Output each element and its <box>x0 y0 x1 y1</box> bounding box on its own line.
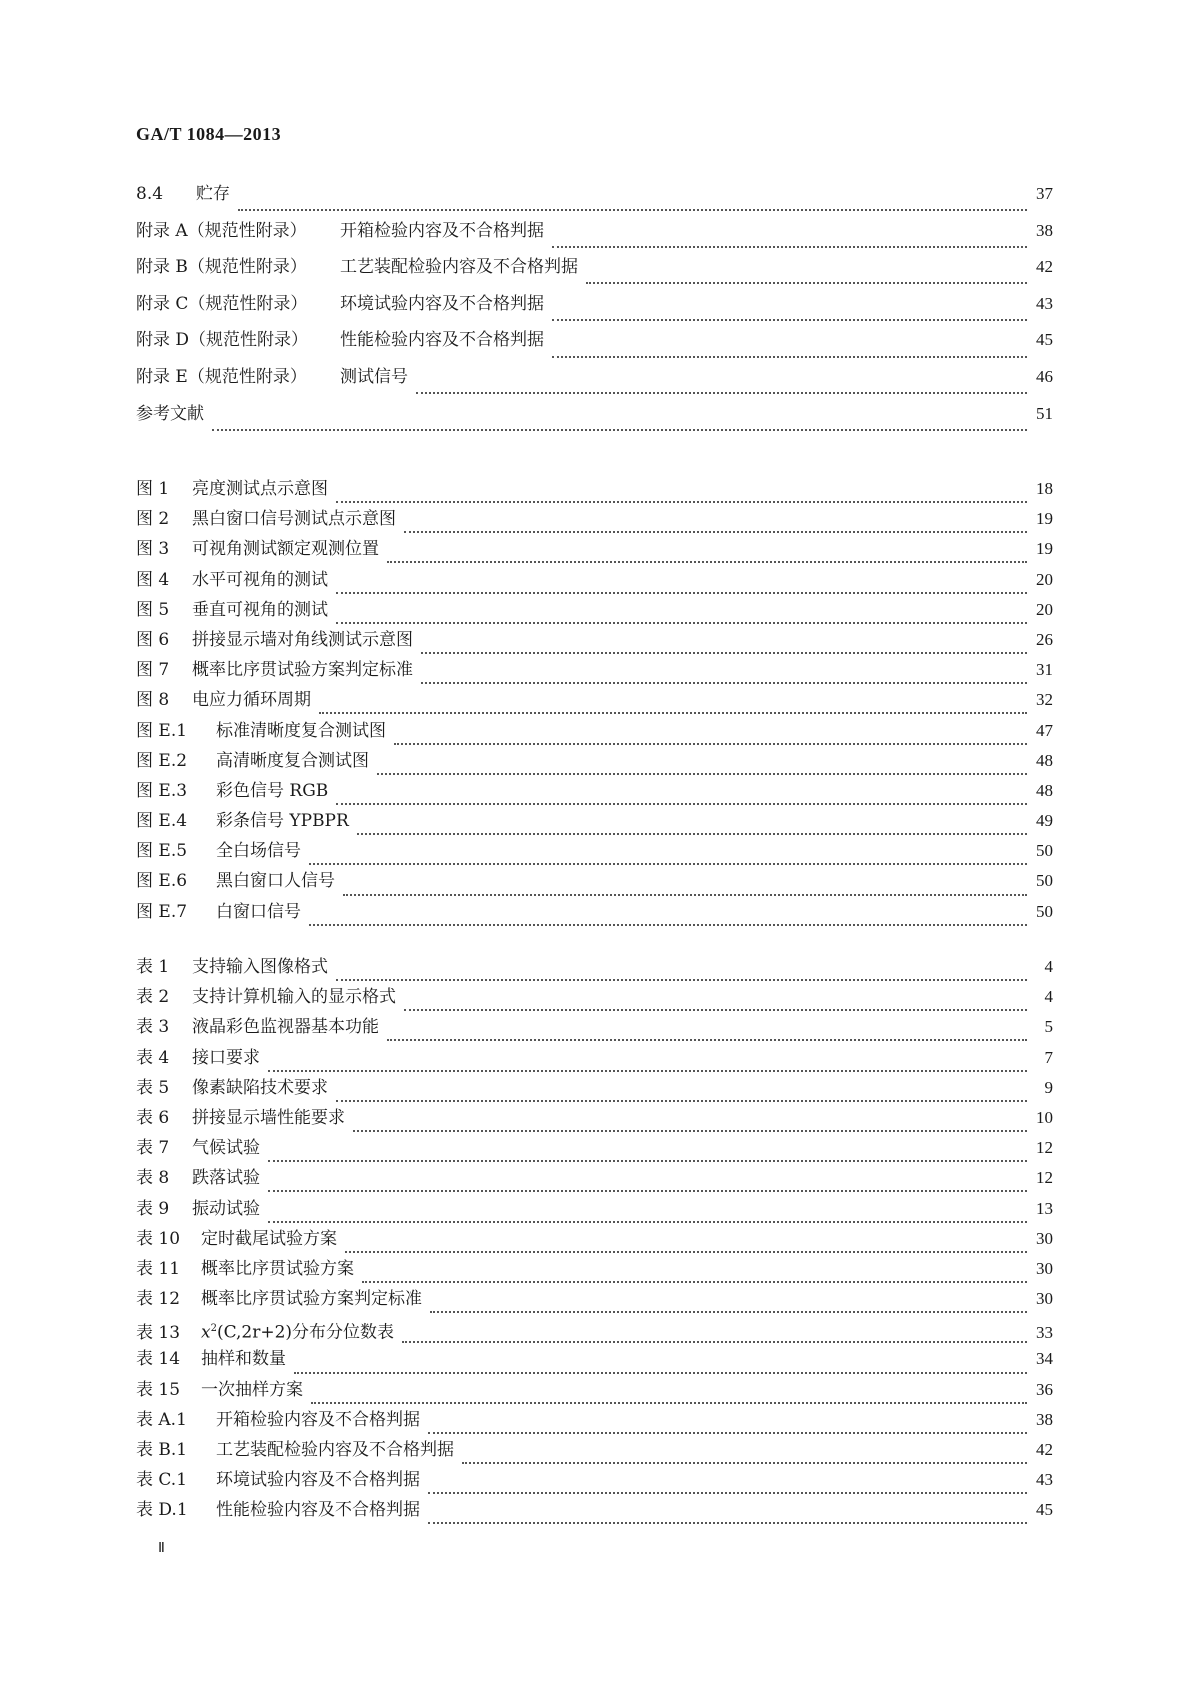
table-entry[interactable] <box>136 1440 1053 1470</box>
entry-title: 一次抽样方案 <box>201 1379 303 1400</box>
entry-page: 48 <box>1036 750 1053 770</box>
entry-title: 测试信号 <box>340 366 408 387</box>
entry-page: 20 <box>1036 569 1053 589</box>
entry-page: 48 <box>1036 780 1053 800</box>
toc-entry[interactable] <box>136 330 1053 367</box>
entry-page: 32 <box>1036 690 1053 710</box>
entry-number: 图 7 <box>136 660 170 681</box>
entry-number: 8.4 <box>136 184 164 204</box>
entry-title: 彩条信号 YPBPR <box>216 811 349 832</box>
dot-leader <box>336 489 1027 503</box>
figure-entry[interactable] <box>136 660 1053 690</box>
entry-number: 附录 E（规范性附录） <box>136 366 307 387</box>
entry-title: 开箱检验内容及不合格判据 <box>340 220 544 241</box>
entry-title: 定时截尾试验方案 <box>201 1228 337 1249</box>
entry-page: 4 <box>1044 957 1053 976</box>
figure-entry[interactable] <box>136 509 1053 539</box>
dot-leader <box>336 580 1027 594</box>
entry-number: 表 5 <box>136 1077 170 1098</box>
dot-leader <box>345 1239 1027 1253</box>
figure-entry[interactable] <box>136 781 1053 811</box>
entry-title: 贮存 <box>196 184 230 204</box>
table-entry[interactable] <box>136 1048 1053 1078</box>
entry-title: 支持计算机输入的显示格式 <box>192 987 396 1008</box>
entry-number: 表 D.1 <box>136 1500 188 1521</box>
figure-entry[interactable] <box>136 570 1053 600</box>
entry-title: 水平可视角的测试 <box>192 569 328 590</box>
entry-page: 19 <box>1036 539 1053 559</box>
dot-leader <box>416 380 1027 394</box>
dot-leader <box>421 670 1027 684</box>
entry-number: 附录 A（规范性附录） <box>136 220 307 241</box>
entry-title: 接口要求 <box>192 1047 260 1068</box>
dot-leader <box>404 997 1027 1011</box>
entry-number: 表 3 <box>136 1017 170 1038</box>
table-entry[interactable] <box>136 1500 1053 1530</box>
toc-tables-section <box>136 957 1053 1531</box>
dot-leader <box>294 1360 1027 1374</box>
entry-number: 图 E.5 <box>136 841 188 862</box>
dot-leader <box>428 1420 1027 1434</box>
entry-title: 性能检验内容及不合格判据 <box>340 330 544 351</box>
entry-page: 26 <box>1036 629 1053 649</box>
entry-page: 13 <box>1036 1198 1053 1218</box>
dot-leader <box>343 882 1027 896</box>
entry-page: 12 <box>1036 1138 1053 1158</box>
entry-title: 工艺装配检验内容及不合格判据 <box>340 257 578 278</box>
entry-number: 图 3 <box>136 539 170 560</box>
dot-leader <box>387 1027 1027 1041</box>
entry-number: 图 E.2 <box>136 750 188 771</box>
entry-number: 表 4 <box>136 1047 170 1068</box>
entry-page: 30 <box>1036 1228 1053 1248</box>
entry-title: 标准清晰度复合测试图 <box>216 720 386 741</box>
dot-leader <box>357 821 1027 835</box>
entry-page: 43 <box>1036 1470 1053 1490</box>
dot-leader <box>552 307 1027 321</box>
figure-entry[interactable] <box>136 871 1053 901</box>
entry-title: 性能检验内容及不合格判据 <box>216 1500 420 1521</box>
entry-page: 45 <box>1036 330 1053 350</box>
dot-leader <box>268 1178 1027 1192</box>
toc-figures-section <box>136 479 1053 932</box>
table-entry[interactable] <box>136 1078 1053 1108</box>
figure-entry[interactable] <box>136 479 1053 509</box>
entry-page: 18 <box>1036 479 1053 498</box>
toc-entry[interactable] <box>136 294 1053 331</box>
figure-entry[interactable] <box>136 690 1053 720</box>
entry-number: 图 6 <box>136 629 170 650</box>
table-entry[interactable] <box>136 987 1053 1017</box>
dot-leader <box>377 761 1027 775</box>
figure-entry[interactable] <box>136 539 1053 569</box>
entry-title: 可视角测试额定观测位置 <box>192 539 379 560</box>
table-entry[interactable] <box>136 1349 1053 1379</box>
dot-leader <box>336 791 1027 805</box>
entry-page: 30 <box>1036 1258 1053 1278</box>
table-entry[interactable] <box>136 1470 1053 1500</box>
dot-leader <box>462 1450 1027 1464</box>
toc-entry[interactable] <box>136 367 1053 404</box>
entry-number: 图 E.7 <box>136 901 188 922</box>
table-entry[interactable] <box>136 1108 1053 1138</box>
page-number: Ⅱ <box>158 1541 165 1556</box>
dot-leader <box>212 417 1027 431</box>
figure-entry[interactable] <box>136 751 1053 781</box>
entry-title: 工艺装配检验内容及不合格判据 <box>216 1440 454 1460</box>
entry-title: 亮度测试点示意图 <box>192 479 328 499</box>
figure-entry[interactable] <box>136 841 1053 871</box>
dot-leader <box>421 640 1027 654</box>
entry-page: 7 <box>1044 1047 1053 1067</box>
entry-number: 表 10 <box>136 1228 181 1249</box>
entry-number: 表 14 <box>136 1349 181 1370</box>
entry-title-text: (C,2r+2)分布分位数表 <box>216 1322 395 1343</box>
entry-number: 图 E.3 <box>136 780 188 801</box>
entry-title <box>201 1319 394 1343</box>
entry-number: 附录 D（规范性附录） <box>136 330 309 351</box>
dot-leader <box>319 700 1027 714</box>
entry-title: 彩色信号 RGB <box>216 780 329 801</box>
entry-page: 38 <box>1036 220 1053 240</box>
dot-leader <box>353 1118 1027 1132</box>
superscript: 2 <box>210 1323 217 1335</box>
entry-title: 黑白窗口人信号 <box>216 871 335 892</box>
entry-title: 支持输入图像格式 <box>192 957 328 977</box>
entry-page: 30 <box>1036 1289 1053 1309</box>
entry-number: 表 6 <box>136 1107 170 1128</box>
entry-number: 表 15 <box>136 1379 181 1400</box>
entry-number: 图 E.1 <box>136 720 188 741</box>
entry-title: 振动试验 <box>192 1198 260 1219</box>
entry-page: 33 <box>1036 1322 1053 1342</box>
chi-symbol: x <box>201 1322 211 1343</box>
table-entry[interactable] <box>136 957 1053 987</box>
entry-page: 31 <box>1036 660 1053 680</box>
entry-title: 像素缺陷技术要求 <box>192 1077 328 1098</box>
entry-page: 49 <box>1036 811 1053 831</box>
table-entry[interactable] <box>136 1289 1053 1319</box>
table-entry[interactable] <box>136 1319 1053 1349</box>
dot-leader <box>362 1269 1027 1283</box>
entry-page: 9 <box>1044 1077 1053 1097</box>
entry-page: 42 <box>1036 1440 1053 1459</box>
figure-entry[interactable] <box>136 721 1053 751</box>
entry-page: 46 <box>1036 366 1053 386</box>
figure-entry[interactable] <box>136 811 1053 841</box>
table-entry[interactable] <box>136 1380 1053 1410</box>
entry-number: 图 5 <box>136 599 170 620</box>
entry-number: 附录 C（规范性附录） <box>136 293 308 314</box>
entry-number: 表 8 <box>136 1168 170 1189</box>
dot-leader <box>430 1299 1027 1313</box>
entry-number: 图 8 <box>136 690 170 711</box>
entry-number: 表 9 <box>136 1198 170 1219</box>
entry-title: 拼接显示墙性能要求 <box>192 1107 345 1128</box>
table-entry[interactable] <box>136 1017 1053 1047</box>
entry-number: 表 C.1 <box>136 1470 188 1491</box>
entry-title: 环境试验内容及不合格判据 <box>340 293 544 314</box>
entry-title: 黑白窗口信号测试点示意图 <box>192 509 396 530</box>
entry-number: 图 E.4 <box>136 811 188 832</box>
figure-entry[interactable] <box>136 902 1053 932</box>
entry-title: 概率比序贯试验方案判定标准 <box>192 660 413 681</box>
entry-page: 38 <box>1036 1409 1053 1429</box>
entry-number: 图 2 <box>136 509 170 530</box>
entry-number: 表 12 <box>136 1289 181 1310</box>
entry-title: 垂直可视角的测试 <box>192 599 328 620</box>
toc-entry[interactable] <box>136 184 1053 221</box>
entry-number: 附录 B（规范性附录） <box>136 257 307 278</box>
entry-number: 表 2 <box>136 987 170 1008</box>
dot-leader <box>428 1480 1027 1494</box>
toc-main-section <box>136 184 1053 440</box>
table-entry[interactable] <box>136 1229 1053 1259</box>
entry-page: 42 <box>1036 257 1053 277</box>
entry-title: 概率比序贯试验方案判定标准 <box>201 1289 422 1310</box>
dot-leader <box>394 731 1027 745</box>
entry-number: 表 B.1 <box>136 1440 188 1460</box>
dot-leader <box>311 1390 1027 1404</box>
entry-page: 43 <box>1036 293 1053 313</box>
entry-number: 表 7 <box>136 1138 170 1159</box>
entry-page: 10 <box>1036 1107 1053 1127</box>
entry-title: 全白场信号 <box>216 841 301 862</box>
entry-page: 12 <box>1036 1168 1053 1188</box>
entry-number: 图 4 <box>136 569 170 590</box>
entry-page: 50 <box>1036 901 1053 921</box>
entry-title: 白窗口信号 <box>216 901 301 922</box>
figure-entry[interactable] <box>136 630 1053 660</box>
entry-page: 34 <box>1036 1349 1053 1369</box>
dot-leader <box>404 519 1027 533</box>
entry-page: 5 <box>1044 1017 1053 1037</box>
table-entry[interactable] <box>136 1259 1053 1289</box>
entry-title: 电应力循环周期 <box>192 690 311 711</box>
dot-leader <box>586 270 1027 284</box>
dot-leader <box>552 234 1027 248</box>
dot-leader <box>268 1058 1027 1072</box>
table-entry[interactable] <box>136 1168 1053 1198</box>
entry-title: 抽样和数量 <box>201 1349 286 1370</box>
entry-title: 环境试验内容及不合格判据 <box>216 1470 420 1491</box>
entry-page: 50 <box>1036 871 1053 891</box>
entry-page: 47 <box>1036 720 1053 740</box>
dot-leader <box>552 344 1027 358</box>
entry-number: 图 E.6 <box>136 871 188 892</box>
dot-leader <box>428 1510 1027 1524</box>
entry-title: 气候试验 <box>192 1138 260 1159</box>
toc-entry[interactable] <box>136 257 1053 294</box>
entry-page: 37 <box>1036 184 1053 203</box>
entry-number: 表 A.1 <box>136 1409 187 1430</box>
dot-leader <box>387 549 1027 563</box>
dot-leader <box>336 967 1027 981</box>
entry-title: 参考文献 <box>136 403 204 424</box>
table-entry[interactable] <box>136 1138 1053 1168</box>
document-id: GA/T 1084—2013 <box>136 124 282 144</box>
entry-number: 图 1 <box>136 479 170 499</box>
entry-page: 4 <box>1044 987 1053 1007</box>
table-entry[interactable] <box>136 1410 1053 1440</box>
entry-title: 跌落试验 <box>192 1168 260 1189</box>
dot-leader <box>336 610 1027 624</box>
entry-number: 表 13 <box>136 1322 181 1343</box>
toc-entry[interactable] <box>136 404 1053 441</box>
table-entry[interactable] <box>136 1199 1053 1229</box>
entry-page: 51 <box>1036 403 1053 423</box>
entry-page: 36 <box>1036 1379 1053 1399</box>
dot-leader <box>268 1209 1027 1223</box>
entry-page: 20 <box>1036 599 1053 619</box>
entry-page: 19 <box>1036 509 1053 529</box>
entry-number: 表 1 <box>136 957 170 977</box>
dot-leader <box>309 912 1027 926</box>
dot-leader <box>402 1329 1027 1343</box>
dot-leader <box>336 1088 1027 1102</box>
entry-title: 概率比序贯试验方案 <box>201 1258 354 1279</box>
toc-entry[interactable] <box>136 221 1053 258</box>
figure-entry[interactable] <box>136 600 1053 630</box>
entry-title: 高清晰度复合测试图 <box>216 750 369 771</box>
entry-title: 液晶彩色监视器基本功能 <box>192 1017 379 1038</box>
entry-number: 表 11 <box>136 1258 181 1279</box>
entry-title: 拼接显示墙对角线测试示意图 <box>192 629 413 650</box>
dot-leader <box>309 851 1027 865</box>
entry-page: 50 <box>1036 841 1053 861</box>
dot-leader <box>268 1148 1027 1162</box>
entry-page: 45 <box>1036 1500 1053 1520</box>
entry-title: 开箱检验内容及不合格判据 <box>216 1409 420 1430</box>
dot-leader <box>238 197 1027 211</box>
